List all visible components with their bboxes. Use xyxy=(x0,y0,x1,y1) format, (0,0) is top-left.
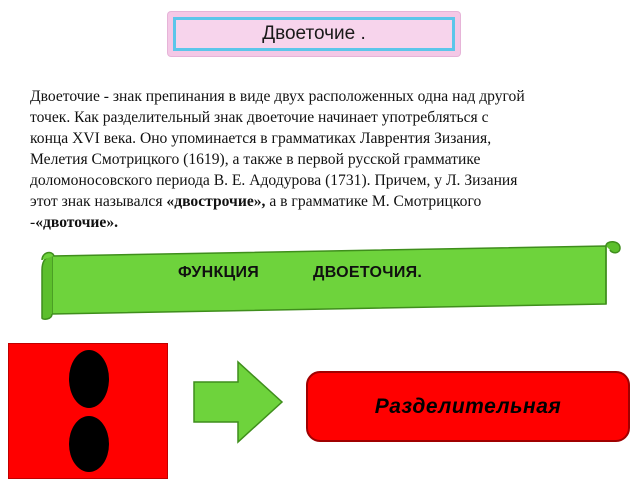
banner-word-function: ФУНКЦИЯ xyxy=(178,264,260,281)
paragraph-line: Мелетия Смотрицкого (1619), а также в первой русской грамматике xyxy=(30,151,481,168)
paragraph-line: конца XVI века. Оно упоминается в грамматиках Лаврентия Зизания, xyxy=(30,130,492,147)
paragraph-line xyxy=(30,212,620,233)
paragraph-text: этот знак назывался xyxy=(30,193,167,210)
definition-paragraph xyxy=(30,86,620,233)
paragraph-line xyxy=(30,191,620,212)
paragraph-line: точек. Как разделительный знак двоеточие начинает употребляться с xyxy=(30,109,489,126)
paragraph-line: доломоносовского периода В. Е. Адодурова (1731). Причем, у Л. Зизания xyxy=(30,172,518,189)
colon-dot-bottom xyxy=(69,416,109,472)
slide-title-frame xyxy=(173,17,455,51)
slide-title-box xyxy=(168,12,460,56)
banner-word-colon: ДВОЕТОЧИЯ. xyxy=(313,264,423,281)
term-dvotochie: «двоточие». xyxy=(35,214,119,231)
term-dvostrochie: «двострочие», xyxy=(166,193,266,210)
slide-title: Двоеточие . xyxy=(262,23,366,44)
paragraph-text: - xyxy=(30,214,36,231)
result-label: Разделительная xyxy=(374,394,562,418)
colon-symbol-box xyxy=(8,343,168,479)
paragraph-line: Двоеточие - знак препинания в виде двух расположенных одна над другой xyxy=(30,88,525,105)
result-box xyxy=(306,371,630,442)
colon-dot-top xyxy=(69,350,109,408)
right-arrow-icon xyxy=(192,360,284,444)
paragraph-text: а в грамматике М. Смотрицкого xyxy=(265,193,482,210)
